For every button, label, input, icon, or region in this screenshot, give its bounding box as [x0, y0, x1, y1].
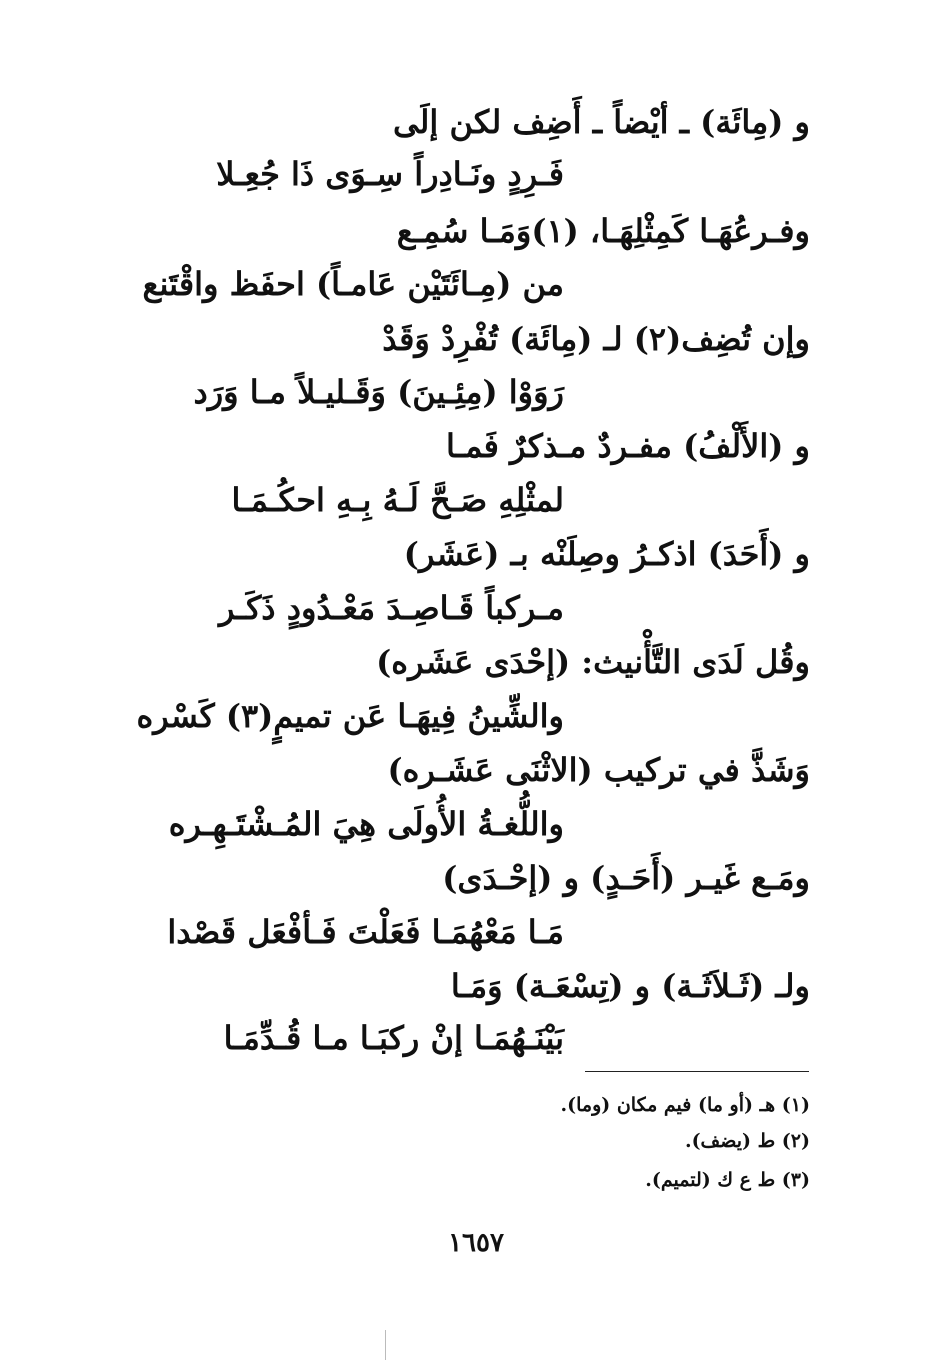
verse-7-first-hemistich: وَشَذَّ في تركيب (الاثْنَى عَشَـره) — [387, 751, 810, 789]
verse-7-second-hemistich: واللُّغـةُ الأُولَى هِيَ المُـشْتَـهِـره — [168, 805, 564, 843]
footnote-2: (٢) ط (يضف). — [684, 1130, 810, 1152]
verse-8-second-hemistich: مَـا مَعْهُمَـا فَعَلْتَ فَـأفْعَل قَصْدا — [167, 913, 564, 951]
verse-3-first-hemistich: وإن تُضِف(٢) لـ (مِائَة) تُفْرِدْ وَقَدْ — [382, 320, 810, 358]
verse-3-second-hemistich: رَوَوْا (مِئِـينَ) وَقَـليـلاً مـا وَرَد — [193, 373, 564, 411]
verse-6-first-hemistich: وقُل لَدَى التَّأْنيث: (إحْدَى عَشَره) — [376, 643, 810, 681]
scan-edge-mark — [385, 1330, 386, 1360]
verse-4-second-hemistich: لمثْلِهِ صَـحَّ لَـهُ بِـهِ احكُـمَـا — [231, 481, 564, 519]
verse-6-second-hemistich: والشِّينُ فِيهَـا عَن تميمٍ(٣) كَسْره — [136, 697, 564, 735]
verse-5-first-hemistich: و (أَحَدَ) اذكـرُ وصِلَنْه بـ (عَشَر) — [403, 535, 810, 573]
page-number: ١٦٥٧ — [448, 1228, 504, 1258]
verse-8-first-hemistich: ومَـع غَيـر (أَحَـدٍ) و (إحْـدَى) — [442, 859, 810, 897]
verse-1-second-hemistich: فَـرِدٍ ونَـادِراً سِـوَى ذَا جُعِـلا — [216, 155, 564, 193]
footnote-3: (٣) ط ع ك (لتميم). — [645, 1169, 810, 1191]
verse-9-first-hemistich: ولـ (ثَـلاَثَـة) و (تِسْعَـة) وَمَـا — [450, 967, 810, 1005]
verse-5-second-hemistich: مـركباً قَـاصِـدَ مَعْـدُودٍ ذَكَـر — [219, 589, 564, 627]
verse-9-second-hemistich: بَيْنَـهُمَـا إنْ ركبَـا مـا قُـدِّمَـا — [223, 1019, 564, 1057]
footnote-separator — [585, 1071, 809, 1072]
footnote-1: (١) هـ (أو ما) فيم مكان (وما). — [560, 1094, 810, 1116]
verse-2-second-hemistich: من (مِـائَتَيْن عَامـاً) احفَظ واقْتَنع — [142, 265, 564, 303]
verse-2-first-hemistich: وفـرعُهَـا كَمِثْلِهَـا، (١)وَمَـا سُمِـع — [396, 212, 810, 250]
verse-4-first-hemistich: و (الأَلْفُ) مفـردٌ مـذكرٌ فَمـا — [445, 427, 810, 465]
verse-1-first-hemistich: و (مِائَة) ـ أيْضاً ـ أَضِف لكن إلَى — [393, 103, 810, 141]
